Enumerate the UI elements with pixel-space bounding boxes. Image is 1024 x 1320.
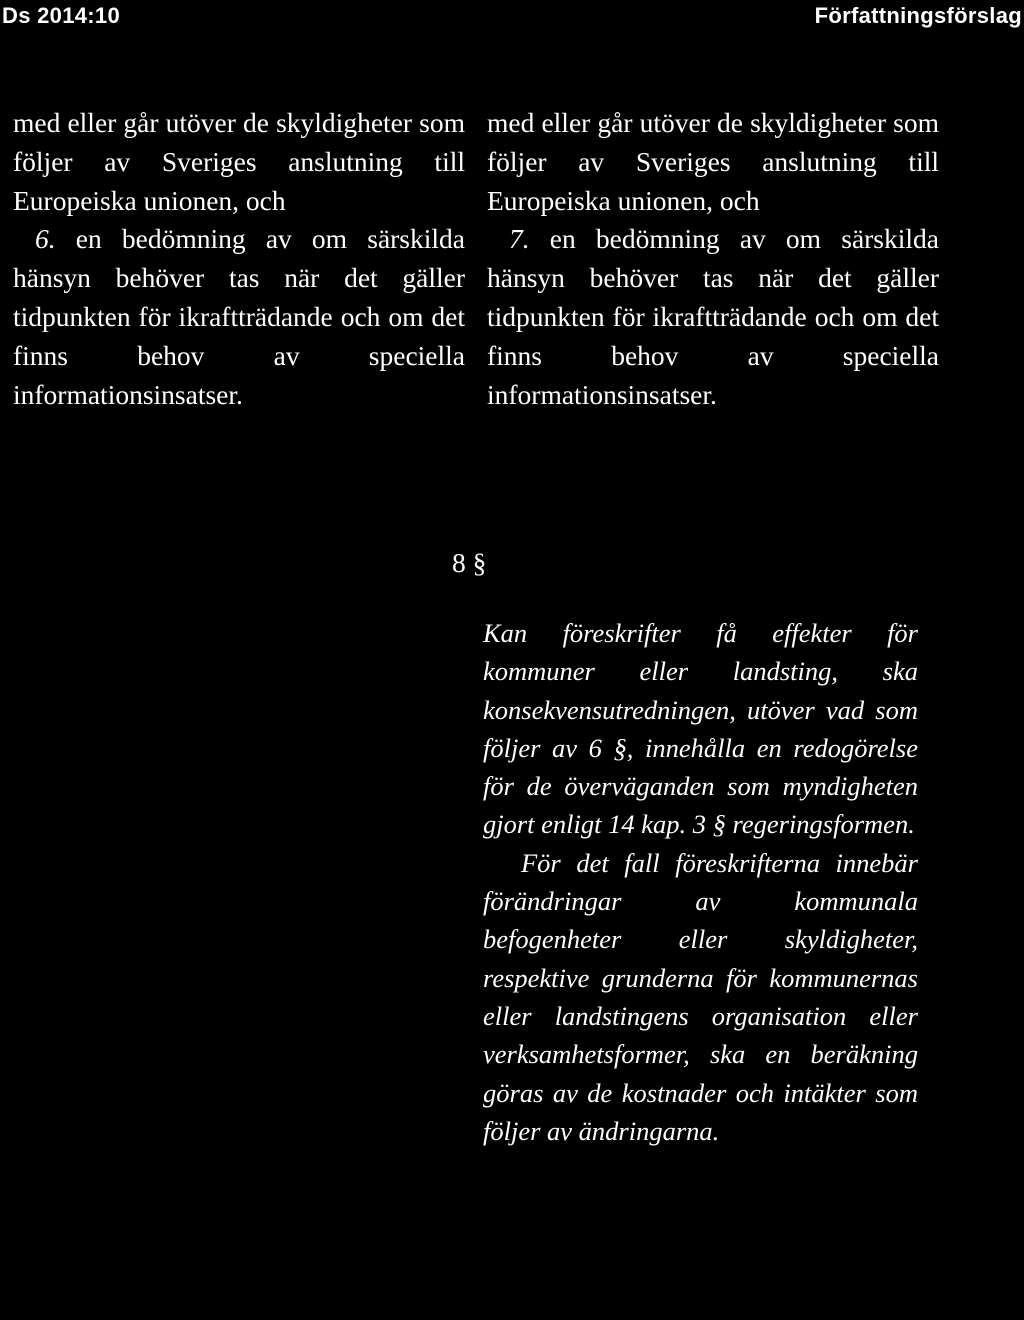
item-number: 6.: [35, 223, 56, 255]
item-number: 7.: [509, 223, 530, 255]
item-text: en bedömning av om särskilda hänsyn behöver tas när det gäller tidpunkten för ikraftträdande och om det finns behov av speciella informationsinsatser.: [487, 223, 939, 410]
section-title: Författningsförslag: [814, 3, 1022, 28]
item-text: en bedömning av om särskilda hänsyn behöver tas när det gäller tidpunkten för ikraftträdande och om det finns behov av speciella informationsinsatser.: [13, 223, 465, 410]
current-wording-column: [13, 104, 465, 414]
new-paragraph-2: För det fall föreskrifterna innebär förändringar av kommunala befogenheter eller skyldigheter, respektive grunderna för kommunernas eller landstingens organisation eller verksamhetsformer, ska en beräkning göras av de kostnader och intäkter som följer av ändringarna.: [483, 847, 918, 1146]
section-heading: 8 §: [452, 547, 487, 578]
continuation-text: med eller går utöver de skyldigheter som följer av Sveriges anslutning till Europeiska unionen, och: [487, 107, 939, 216]
continuation-text: med eller går utöver de skyldigheter som följer av Sveriges anslutning till Europeiska unionen, och: [13, 107, 465, 216]
list-item-6: [13, 220, 465, 414]
list-item-7: [487, 220, 939, 414]
new-section-text: [483, 614, 918, 1150]
document-id: Ds 2014:10: [2, 3, 120, 28]
proposed-wording-column: [487, 104, 939, 414]
new-paragraph-1: Kan föreskrifter få effekter för kommuner eller landsting, ska konsekvensutredningen, utöver vad som följer av 6 §, innehålla en redogörelse för de överväganden som myndigheten gjort enligt 14 kap. 3 § regeringsformen.: [483, 618, 918, 840]
